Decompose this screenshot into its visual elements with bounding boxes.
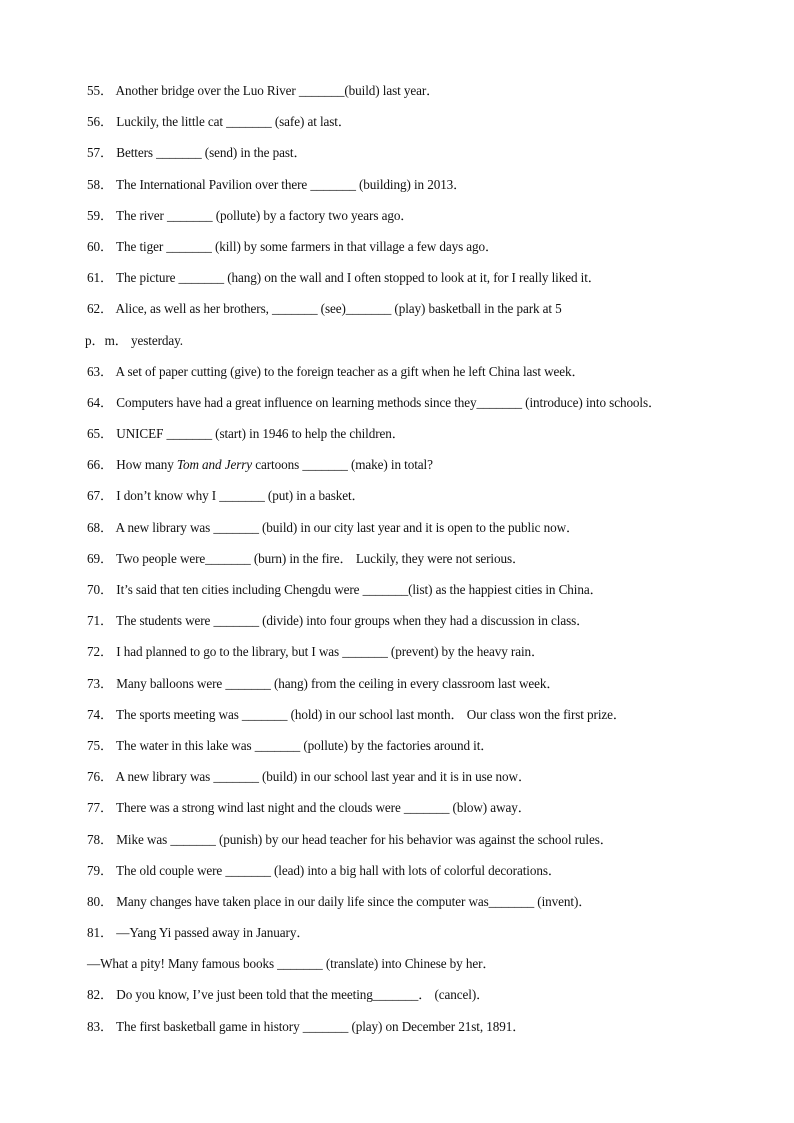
title-italic: Tom and Jerry [176, 457, 253, 473]
question-68: 68． A new library was _______ (build) in our city last year and it is open to the public now． [87, 519, 580, 535]
question-75: 75． The water in this lake was _______ (pollute) by the factories around it． [87, 737, 494, 753]
question-81: 81． —Yang Yi passed away in January． [87, 925, 310, 941]
question-72: 72． I had planned to go to the library, but I was _______ (prevent) by the heavy rain． [87, 644, 545, 660]
question-78: 78． Mike was _______ (punish) by our head teacher for his behavior was against the school rules． [87, 831, 613, 847]
question-73: 73． Many balloons were _______ (hang) from the ceiling in every classroom last week． [87, 675, 560, 691]
question-80: 80． Many changes have taken place in our daily life since the computer was_______ (invent)． [87, 893, 592, 909]
question-70: 70． It’s said that ten cities including Chengdu were _______(list) as the happiest cities in China． [87, 582, 603, 597]
question-56: 56． Luckily, the little cat _______ (safe) at last． [87, 114, 351, 130]
question-77: 77． There was a strong wind last night and the clouds were _______ (blow) away． [87, 800, 531, 816]
question-59: 59． The river _______ (pollute) by a factory two years ago． [87, 207, 414, 223]
question-83: 83． The first basketball game in history _______ (play) on December 21st, 1891． [87, 1018, 526, 1034]
question-69: 69． Two people were_______ (burn) in the fire． Luckily, they were not serious． [87, 550, 526, 566]
question-57: 57． Betters _______ (send) in the past． [87, 145, 307, 161]
question-67: 67． I don’t know why I _______ (put) in a basket． [87, 488, 365, 504]
question-60: 60． The tiger _______ (kill) by some farmers in that village a few days ago． [87, 238, 499, 254]
question-76: 76． A new library was _______ (build) in our school last year and it is in use now． [87, 769, 532, 785]
question-list [87, 80, 727, 1047]
question-81-reply: —What a pity! Many famous books _______ (translate) into Chinese by her． [87, 956, 496, 972]
question-63: 63． A set of paper cutting (give) to the foreign teacher as a gift when he left China last week． [87, 363, 585, 379]
question-79: 79． The old couple were _______ (lead) into a big hall with lots of colorful decorations． [87, 862, 561, 878]
question-62-continued: p．m． yesterday. [85, 332, 183, 348]
question-61: 61． The picture _______ (hang) on the wall and I often stopped to look at it, for I really liked it． [87, 270, 601, 286]
question-71: 71． The students were _______ (divide) into four groups when they had a discussion in class． [87, 613, 590, 629]
question-82: 82． Do you know, I’ve just been told that the meeting_______． (cancel)． [87, 987, 490, 1003]
question-74: 74． The sports meeting was _______ (hold) in our school last month． Our class won the first prize． [87, 706, 627, 722]
question-55: 55． Another bridge over the Luo River _______(build) last year． [87, 83, 440, 98]
question-66: 66． How many Tom and Jerry cartoons _______ (make) in total? [87, 457, 433, 473]
question-58: 58． The International Pavilion over there _______ (building) in 2013． [87, 176, 467, 192]
question-64: 64． Computers have had a great influence on learning methods since they_______ (introduce) into schools． [87, 394, 662, 410]
question-65: 65． UNICEF _______ (start) in 1946 to help the children． [87, 426, 405, 442]
question-62: 62． Alice, as well as her brothers, _______ (see)_______ (play) basketball in the park at 5 [87, 301, 562, 317]
